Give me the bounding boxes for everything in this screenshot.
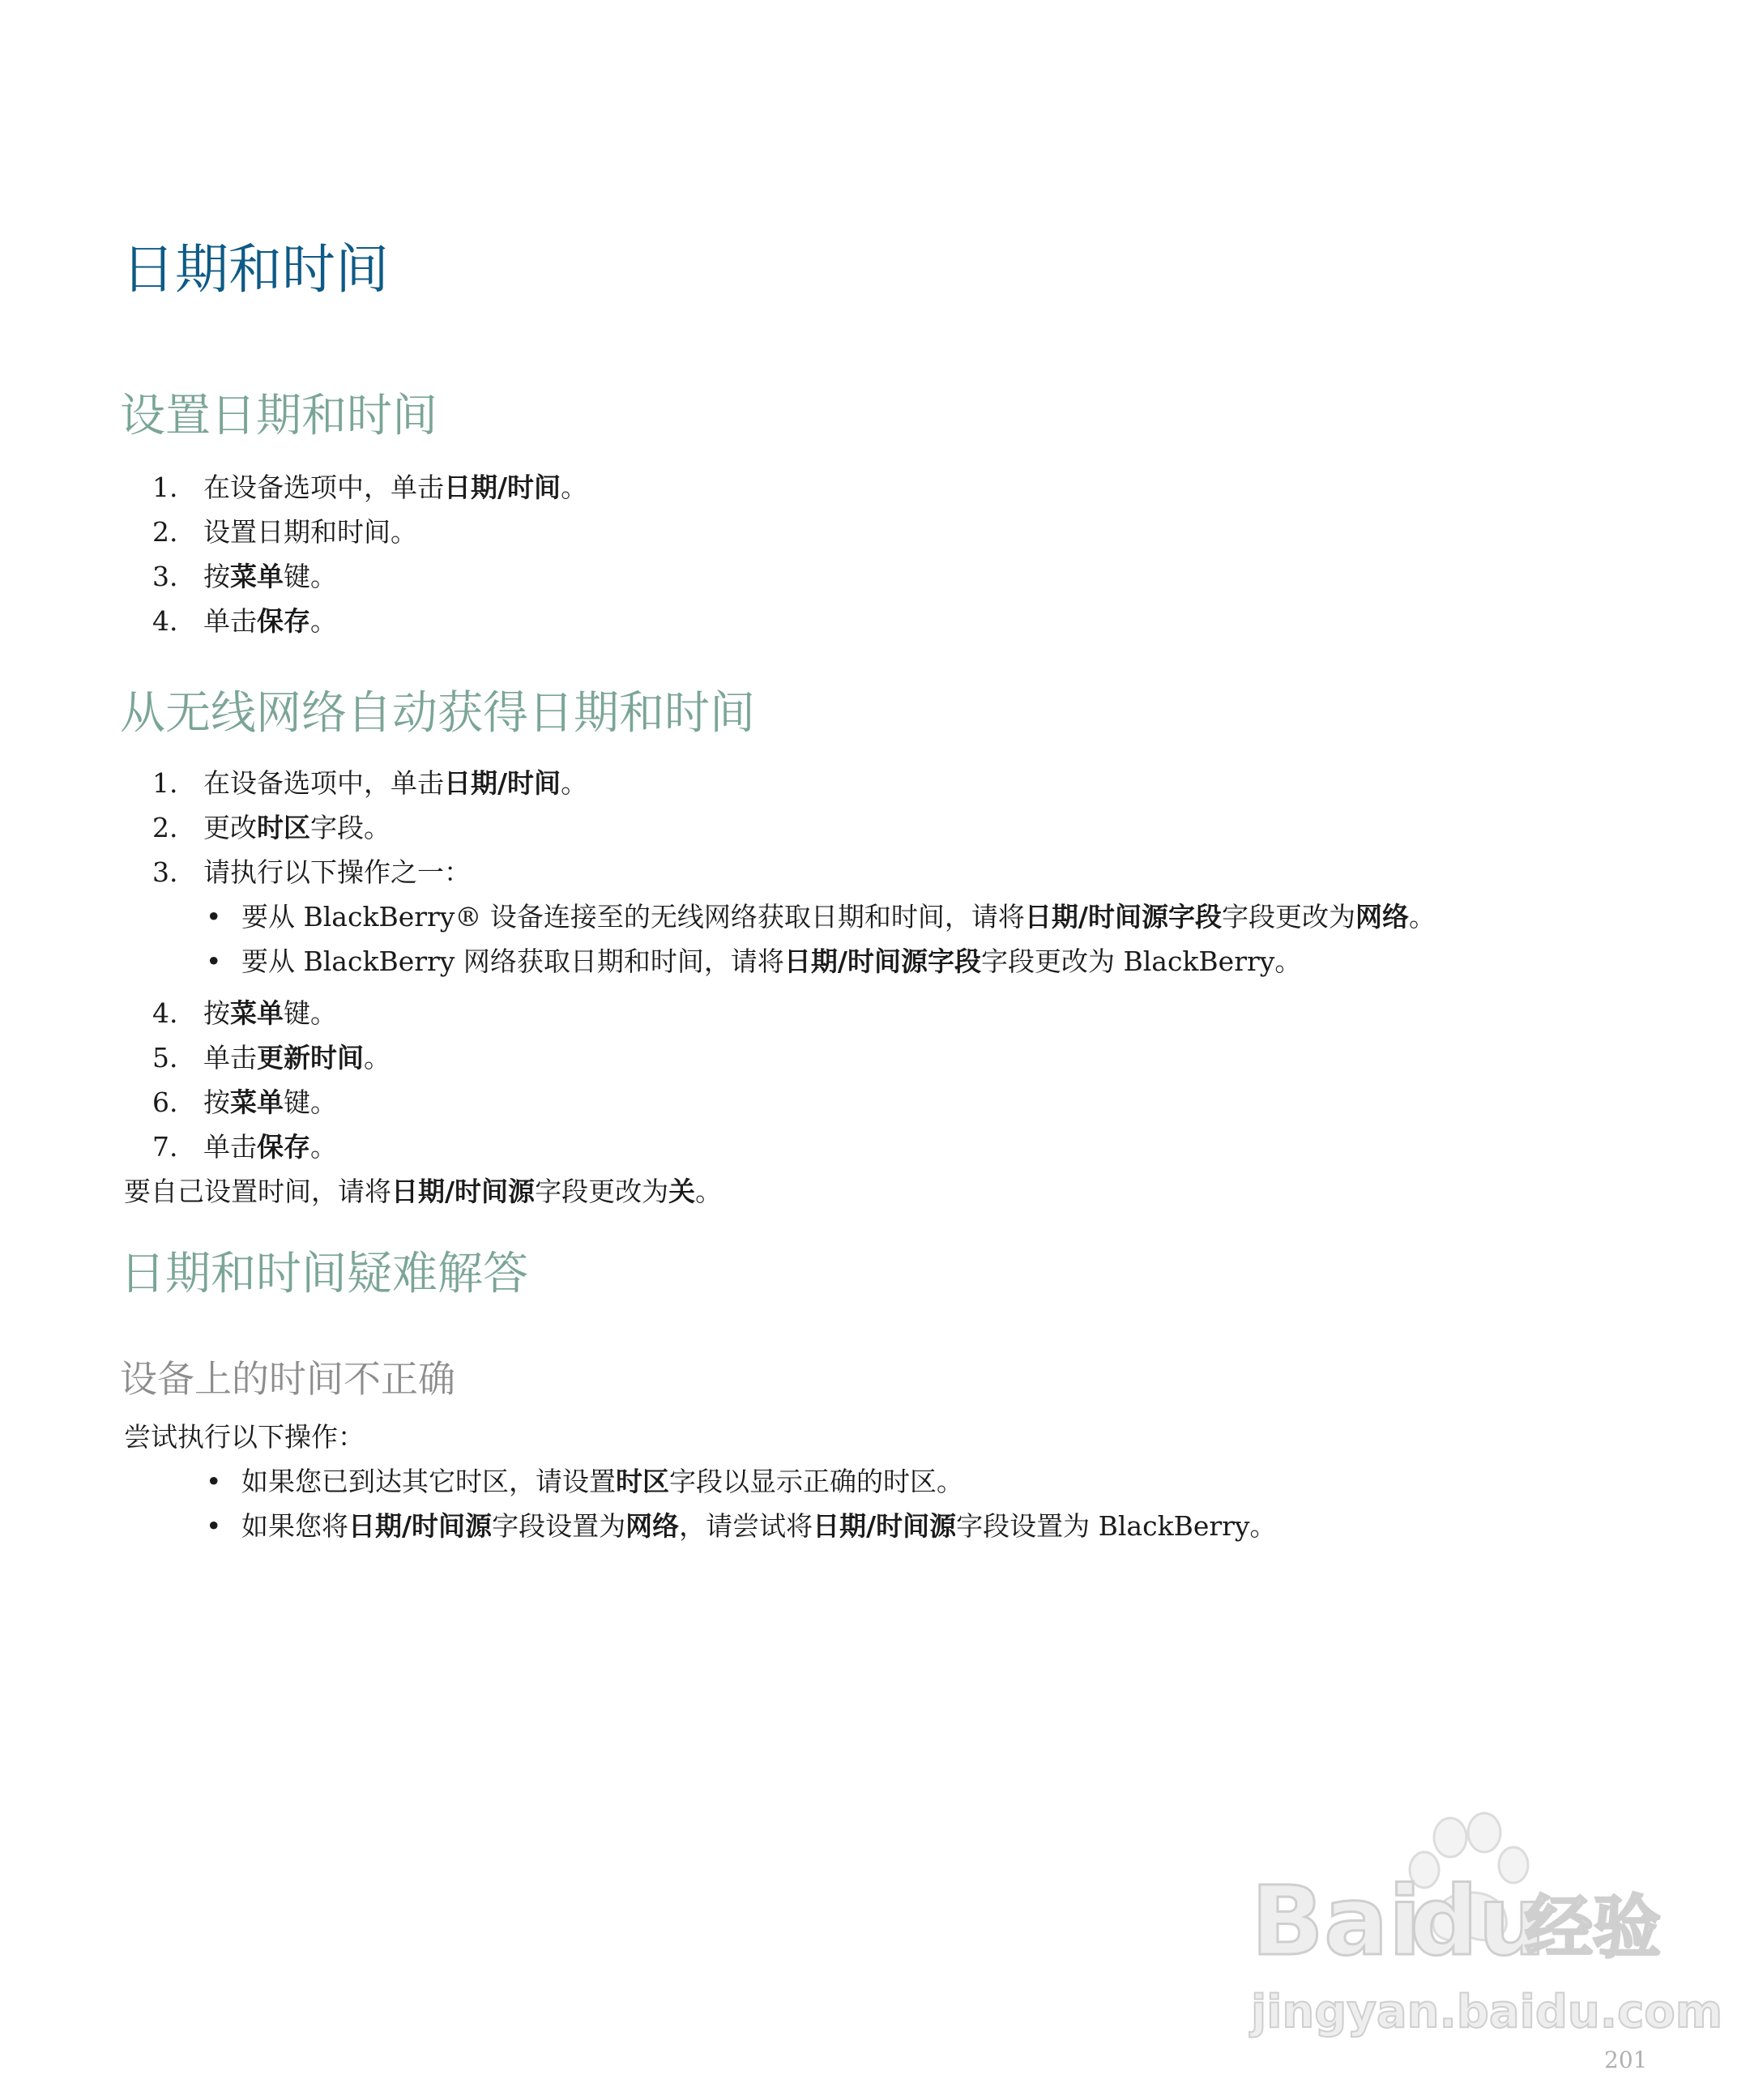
list-item: 3. 按菜单键。 xyxy=(0,557,1750,596)
step-number: 1. xyxy=(152,767,178,799)
step-number: 3. xyxy=(152,561,178,592)
list-item: 1. 在设备选项中，单击日期/时间。 xyxy=(0,764,1750,803)
step-number: 3. xyxy=(152,856,178,888)
step-number: 5. xyxy=(152,1042,178,1073)
step-number: 4. xyxy=(152,605,178,637)
step-number: 1. xyxy=(152,472,178,503)
bullet-item: • 要从 BlackBerry® 设备连接至的无线网络获取日期和时间，请将日期/时间源字段字段更改为网络。 xyxy=(0,898,1750,937)
section-title-set-date-time: 设置日期和时间 xyxy=(120,390,438,442)
section-title-troubleshooting: 日期和时间疑难解答 xyxy=(120,1248,528,1300)
page-title: 日期和时间 xyxy=(122,238,389,301)
list-item: 4. 单击保存。 xyxy=(0,602,1750,641)
step-number: 4. xyxy=(152,997,178,1029)
list-item: 4. 按菜单键。 xyxy=(0,994,1750,1033)
bullet-item: • 如果您已到达其它时区，请设置时区字段以显示正确的时区。 xyxy=(0,1462,1750,1501)
note-paragraph: 要自己设置时间，请将日期/时间源字段更改为关。 xyxy=(124,1176,723,1207)
bullet-icon: • xyxy=(206,1466,222,1497)
watermark-url-text: jingyan.baidu.com xyxy=(1251,1986,1723,2038)
bullet-icon: • xyxy=(206,945,222,977)
list-item: 2. 更改时区字段。 xyxy=(0,809,1750,847)
list-item: 2. 设置日期和时间。 xyxy=(0,513,1750,552)
bullet-item: • 如果您将日期/时间源字段设置为网络，请尝试将日期/时间源字段设置为 BlackBerry。 xyxy=(0,1507,1750,1546)
baidu-jingyan-watermark xyxy=(1248,1815,1723,2050)
subsection-title: 设备上的时间不正确 xyxy=(120,1357,455,1401)
bullet-item: • 要从 BlackBerry 网络获取日期和时间，请将日期/时间源字段字段更改为 BlackBerry。 xyxy=(0,942,1750,981)
svg-text:经验: 经验 xyxy=(1525,1888,1662,1967)
list-item: 1. 在设备选项中，单击日期/时间。 xyxy=(0,468,1750,507)
watermark-brand-text: Bai xyxy=(1251,1865,1422,1977)
bullet-icon: • xyxy=(206,1510,222,1542)
section-title-auto-date-time: 从无线网络自动获得日期和时间 xyxy=(120,687,755,740)
step-number: 7. xyxy=(152,1131,178,1163)
step-number: 2. xyxy=(152,516,178,548)
list-item: 6. 按菜单键。 xyxy=(0,1083,1750,1122)
step-number: 6. xyxy=(152,1086,178,1118)
list-item: 3. 请执行以下操作之一： xyxy=(0,853,1750,892)
svg-text:du: du xyxy=(1410,1865,1547,1977)
list-item: 5. 单击更新时间。 xyxy=(0,1039,1750,1078)
intro-paragraph: 尝试执行以下操作： xyxy=(124,1421,365,1453)
list-item: 7. 单击保存。 xyxy=(0,1128,1750,1167)
bullet-icon: • xyxy=(206,901,222,933)
page-number: 201 xyxy=(1604,2047,1648,2073)
step-number: 2. xyxy=(152,812,178,843)
